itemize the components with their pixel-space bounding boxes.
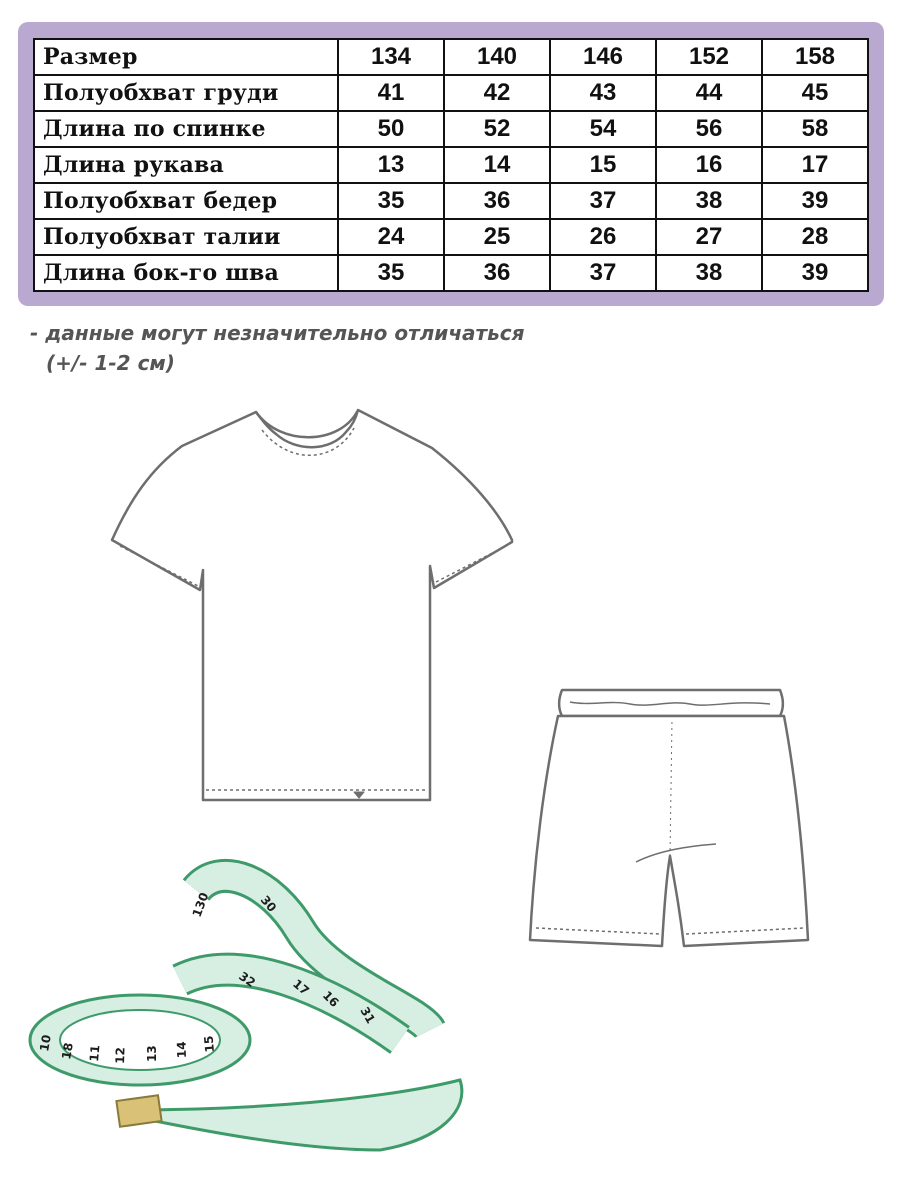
table-cell: 43 (550, 75, 656, 111)
tape-number: 18 (59, 1041, 76, 1061)
table-cell: 13 (338, 147, 444, 183)
tape-number: 10 (37, 1033, 54, 1053)
table-cell: 36 (444, 183, 550, 219)
row-label: Полуобхват талии (34, 219, 338, 255)
table-cell: 41 (338, 75, 444, 111)
shorts-illustration (530, 690, 808, 946)
table-cell: 35 (338, 183, 444, 219)
tape-number: 32 (236, 968, 258, 991)
table-cell: 39 (762, 183, 868, 219)
tshirt-illustration (112, 410, 512, 800)
table-cell: 24 (338, 219, 444, 255)
tape-number: 17 (290, 976, 312, 999)
tape-number: 13 (145, 1045, 159, 1062)
disclaimer-line-1: - данные могут незначительно отличаться (30, 321, 525, 345)
table-cell: 45 (762, 75, 868, 111)
row-label: Полуобхват бедер (34, 183, 338, 219)
table-cell: 39 (762, 255, 868, 291)
row-label: Длина по спинке (34, 111, 338, 147)
tape-number: 30 (257, 892, 280, 915)
table-cell: 140 (444, 39, 550, 75)
tape-number: 11 (87, 1044, 103, 1063)
tape-number: 15 (201, 1035, 217, 1053)
table-cell: 36 (444, 255, 550, 291)
table-cell: 35 (338, 255, 444, 291)
table-cell: 158 (762, 39, 868, 75)
tape-number: 16 (319, 988, 342, 1010)
table-cell: 52 (444, 111, 550, 147)
table-cell: 38 (656, 255, 762, 291)
tape-number: 12 (113, 1046, 128, 1065)
table-cell: 146 (550, 39, 656, 75)
table-cell: 42 (444, 75, 550, 111)
table-cell: 37 (550, 183, 656, 219)
disclaimer-line-2: (+/- 1-2 см) (46, 351, 175, 375)
table-cell: 58 (762, 111, 868, 147)
table-cell: 44 (656, 75, 762, 111)
row-label: Длина бок-го шва (34, 255, 338, 291)
table-cell: 56 (656, 111, 762, 147)
table-cell: 134 (338, 39, 444, 75)
table-cell: 17 (762, 147, 868, 183)
table-cell: 28 (762, 219, 868, 255)
table-cell: 27 (656, 219, 762, 255)
table-cell: 152 (656, 39, 762, 75)
table-cell: 38 (656, 183, 762, 219)
table-cell: 26 (550, 219, 656, 255)
row-label: Длина рукава (34, 147, 338, 183)
table-cell: 25 (444, 219, 550, 255)
measuring-tape-illustration (30, 876, 462, 1150)
table-cell: 14 (444, 147, 550, 183)
table-cell: 15 (550, 147, 656, 183)
tape-number: 31 (357, 1004, 378, 1026)
table-cell: 50 (338, 111, 444, 147)
table-cell: 16 (656, 147, 762, 183)
tape-number: 14 (174, 1041, 189, 1059)
table-cell: 37 (550, 255, 656, 291)
row-label: Размер (34, 39, 338, 75)
row-label: Полуобхват груди (34, 75, 338, 111)
tape-number: 130 (189, 890, 212, 920)
table-cell: 54 (550, 111, 656, 147)
